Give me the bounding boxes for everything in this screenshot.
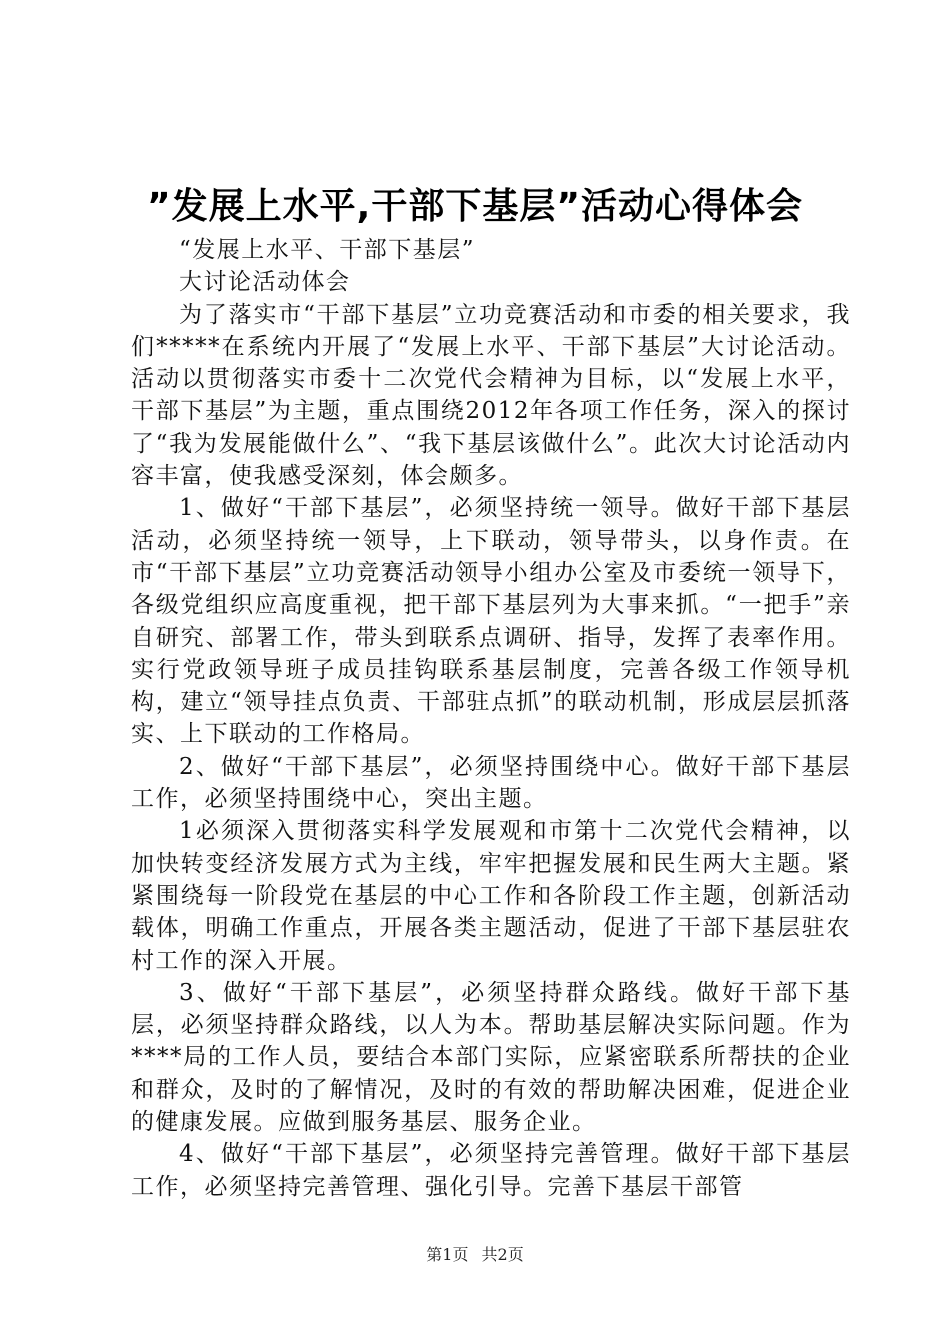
document-body <box>131 234 851 1203</box>
paragraph-point-2: 2、做好“干部下基层”，必须坚持围绕中心。做好干部下基层工作，必须坚持围绕中心，突出主题。 <box>131 753 851 813</box>
paragraph-point-1: 1、做好“干部下基层”，必须坚持统一领导。做好干部下基层活动，必须坚持统一领导，上下联动，领导带头，以身作责。在市“干部下基层”立功竞赛活动领导小组办公室及市委统一领导下，各级党组织应高度重视，把干部下基层列为大事来抓。“一把手”亲自研究、部署工作，带头到联系点调研、指导，发挥了表率作用。实行党政领导班子成员挂钩联系基层制度，完善各级工作领导机构，建立“领导挂点负责、干部驻点抓”的联动机制，形成层层抓落实、上下联动的工作格局。 <box>131 495 851 748</box>
paragraph-point-2-detail: 1必须深入贯彻落实科学发展观和市第十二次党代会精神，以加快转变经济发展方式为主线，牢牢把握发展和民生两大主题。紧紧围绕每一阶段党在基层的中心工作和各阶段工作主题，创新活动载体，明确工作重点，开展各类主题活动，促进了干部下基层驻农村工作的深入开展。 <box>131 818 851 974</box>
page-number: 第1页 <box>426 1245 469 1264</box>
paragraph-point-4: 4、做好“干部下基层”，必须坚持完善管理。做好干部下基层工作，必须坚持完善管理、强化引导。完善下基层干部管 <box>131 1141 851 1200</box>
subtitle-line-1: “发展上水平、干部下基层” <box>179 237 476 263</box>
paragraph-intro: 为了落实市“干部下基层”立功竞赛活动和市委的相关要求，我们*****在系统内开展了“发展上水平、干部下基层”大讨论活动。活动以贯彻落实市委十二次党代会精神为目标，以“发展上水平，干部下基层”为主题，重点围绕2012年各项工作任务，深入的探讨了“我为发展能做什么”、“我下基层该做什么”。此次大讨论活动内容丰富，使我感受深刻，体会颇多。 <box>131 301 851 490</box>
paragraph-point-3: 3、做好“干部下基层”，必须坚持群众路线。做好干部下基层，必须坚持群众路线，以人为本。帮助基层解决实际问题。作为****局的工作人员，要结合本部门实际，应紧密联系所帮扶的企业和群众，及时的了解情况，及时的有效的帮助解决困难，促进企业的健康发展。应做到服务基层、服务企业。 <box>131 979 851 1136</box>
document-title: ”发展上水平,干部下基层”活动心得体会 <box>147 186 803 227</box>
page-footer <box>0 1244 950 1266</box>
subtitle-line-2: 大讨论活动体会 <box>179 269 351 296</box>
page-total: 共2页 <box>481 1245 524 1264</box>
